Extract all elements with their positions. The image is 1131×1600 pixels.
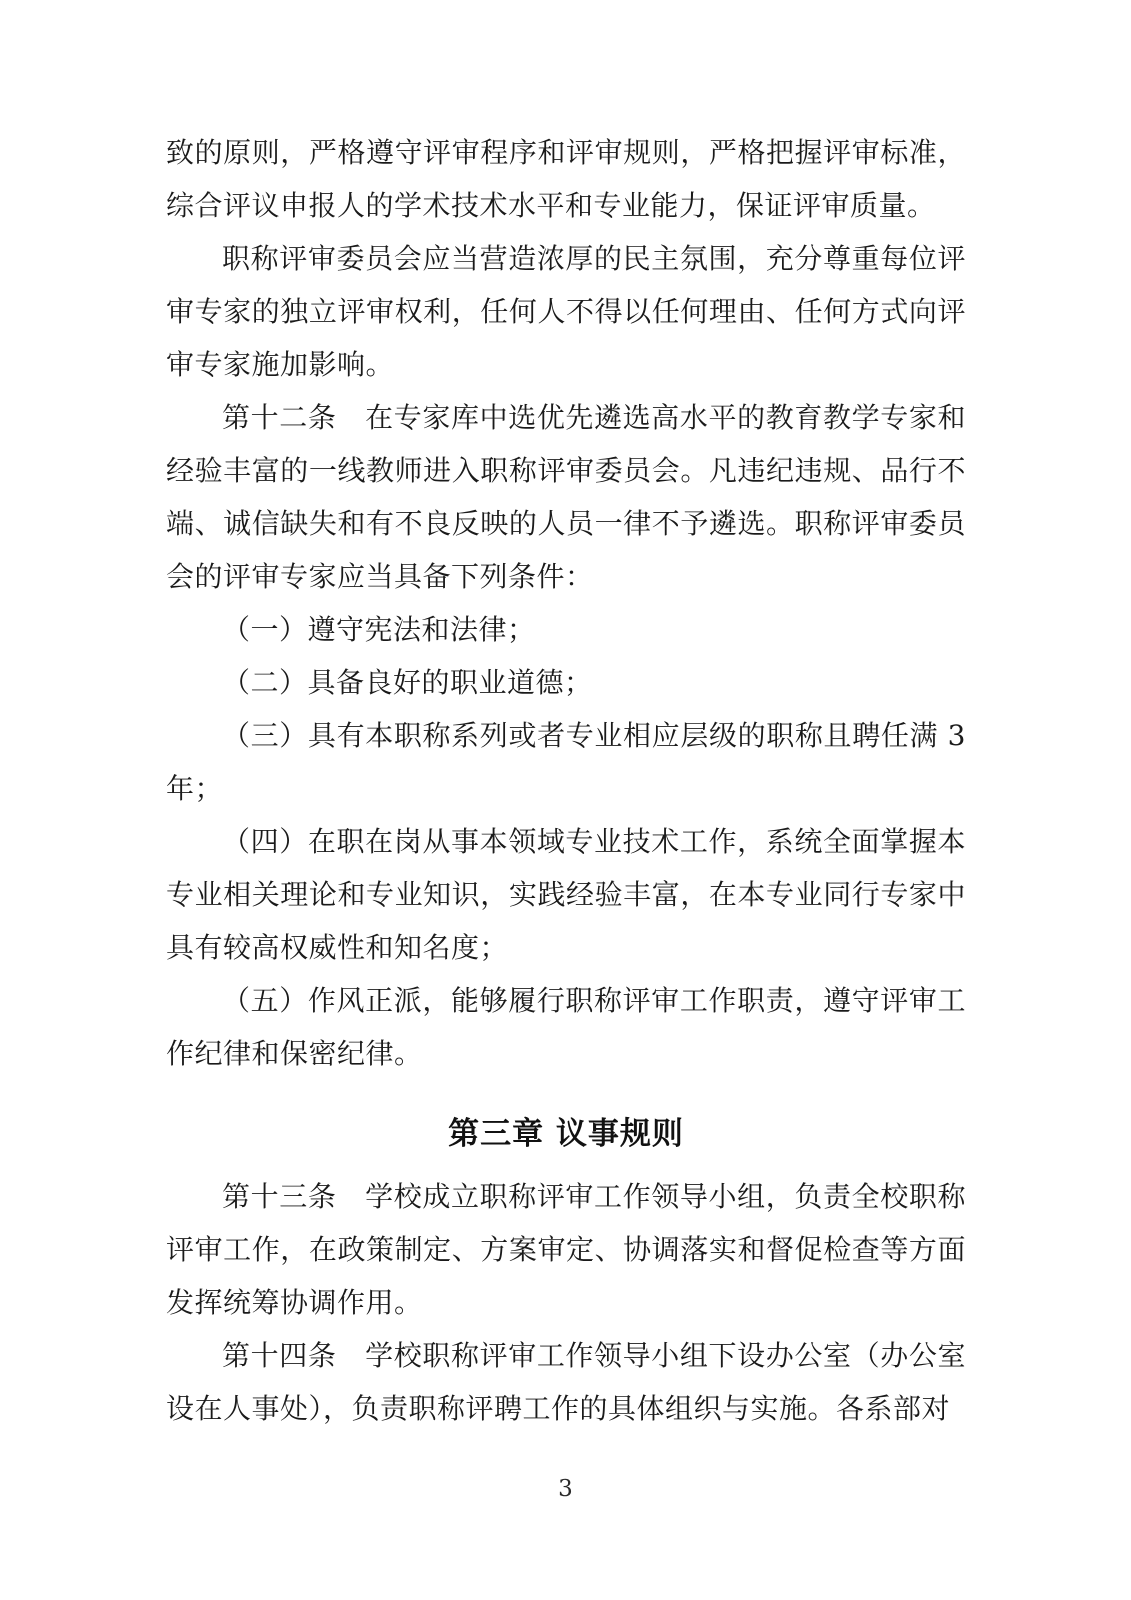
paragraph-continued-from-previous-page: 致的原则，严格遵守评审程序和评审规则，严格把握评审标准，综合评议申报人的学术技术水平和专业能力，保证评审质量。 [166,136,966,222]
page-number: 3 [558,1476,573,1502]
list-item-5: （五）作风正派，能够履行职称评审工作职责，遵守评审工作纪律和保密纪律。 [166,984,966,1070]
list-item-4: （四）在职在岗从事本领域专业技术工作，系统全面掌握本专业相关理论和专业知识，实践经验丰富，在本专业同行专家中具有较高权威性和知名度； [166,825,966,964]
chapter-heading: 第三章 议事规则 [448,1116,684,1152]
document-content [166,126,966,1435]
paragraph-article-14: 第十四条 学校职称评审工作领导小组下设办公室（办公室设在人事处），负责职称评聘工作的具体组织与实施。各系部对 [166,1339,966,1425]
list-item-3: （三）具有本职称系列或者专业相应层级的职称且聘任满 3年； [166,719,966,805]
paragraph-committee-democracy: 职称评审委员会应当营造浓厚的民主氛围，充分尊重每位评审专家的独立评审权利，任何人不得以任何理由、任何方式向评审专家施加影响。 [166,242,966,381]
list-item-1: （一）遵守宪法和法律； [222,613,536,646]
list-item-2: （二）具备良好的职业道德； [222,666,593,699]
paragraph-article-12: 第十二条 在专家库中选优先遴选高水平的教育教学专家和经验丰富的一线教师进入职称评审委员会。凡违纪违规、品行不端、诚信缺失和有不良反映的人员一律不予遴选。职称评审委员会的评审专家应当具备下列条件： [166,401,966,593]
paragraph-article-13: 第十三条 学校成立职称评审工作领导小组，负责全校职称评审工作，在政策制定、方案审定、协调落实和督促检查等方面发挥统筹协调作用。 [166,1180,966,1319]
